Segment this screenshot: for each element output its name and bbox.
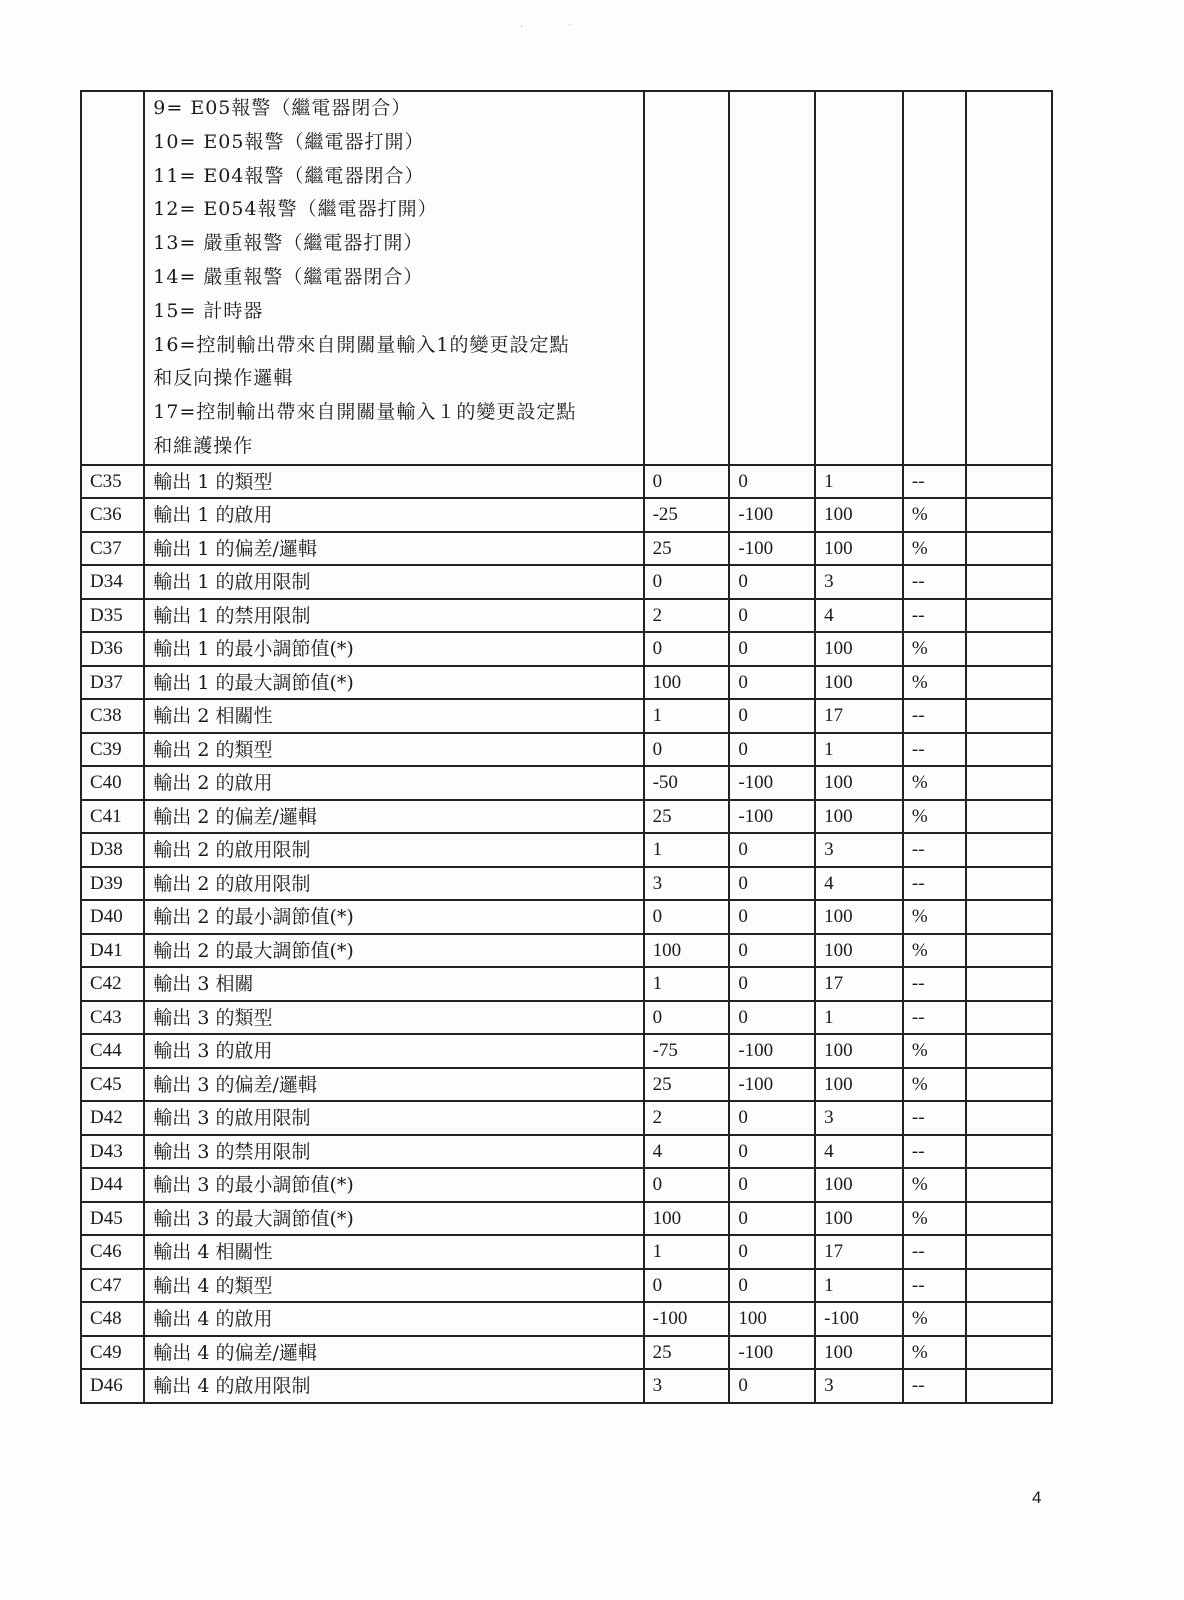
param-note-cell: [966, 1001, 1052, 1035]
param-max-cell: 100: [815, 766, 903, 800]
param-unit-cell: %: [903, 800, 966, 834]
param-note-cell: [966, 800, 1052, 834]
param-min-cell: 0: [729, 967, 815, 1001]
param-default-cell: 100: [644, 934, 730, 968]
param-max-cell: -100: [815, 1302, 903, 1336]
param-max-cell: 100: [815, 1336, 903, 1370]
param-max-cell: 3: [815, 1369, 903, 1403]
param-max-cell: 100: [815, 666, 903, 700]
param-note-cell: [966, 1269, 1052, 1303]
option-line: 12= E054報警（繼電器打開）: [153, 198, 438, 221]
param-min-cell: -100: [729, 1336, 815, 1370]
table-row: [81, 833, 1052, 867]
param-max-cell: 100: [815, 800, 903, 834]
param-note-cell: [966, 632, 1052, 666]
param-min-cell: -100: [729, 1034, 815, 1068]
param-description-cell: 輸出 3 的偏差/邏輯: [144, 1068, 643, 1102]
param-code-cell: C45: [81, 1068, 144, 1102]
param-code-cell: D42: [81, 1101, 144, 1135]
empty-cell: [815, 91, 903, 465]
param-description-cell: 輸出 3 的禁用限制: [144, 1135, 643, 1169]
param-note-cell: [966, 1034, 1052, 1068]
param-default-cell: 4: [644, 1135, 730, 1169]
param-note-cell: [966, 1369, 1052, 1403]
option-line: 16=控制輸出帶來自開關量輸入1的變更設定點: [153, 333, 570, 356]
scan-speck: ·: [520, 22, 524, 33]
param-max-cell: 17: [815, 967, 903, 1001]
param-min-cell: 0: [729, 1269, 815, 1303]
option-line: 14= 嚴重報警（繼電器閉合）: [153, 265, 424, 288]
param-default-cell: 0: [644, 1168, 730, 1202]
param-description-cell: 輸出 3 的啟用: [144, 1034, 643, 1068]
table-row: [81, 867, 1052, 901]
param-note-cell: [966, 1336, 1052, 1370]
param-description-cell: 輸出 3 的啟用限制: [144, 1101, 643, 1135]
param-description-cell: 輸出 1 的啟用限制: [144, 565, 643, 599]
param-default-cell: 0: [644, 632, 730, 666]
param-unit-cell: --: [903, 867, 966, 901]
param-code-cell: D46: [81, 1369, 144, 1403]
option-line: 15= 計時器: [153, 299, 264, 322]
param-max-cell: 3: [815, 565, 903, 599]
param-default-cell: 0: [644, 900, 730, 934]
param-description-cell: 輸出 4 的類型: [144, 1269, 643, 1303]
param-default-cell: 1: [644, 833, 730, 867]
param-note-cell: [966, 699, 1052, 733]
param-unit-cell: --: [903, 699, 966, 733]
table-row: [81, 1269, 1052, 1303]
param-min-cell: 0: [729, 666, 815, 700]
param-min-cell: 0: [729, 599, 815, 633]
param-min-cell: 100: [729, 1302, 815, 1336]
param-unit-cell: --: [903, 1135, 966, 1169]
param-description-cell: 輸出 3 的最小調節值(*): [144, 1168, 643, 1202]
param-description-cell: 輸出 2 的偏差/邏輯: [144, 800, 643, 834]
param-note-cell: [966, 967, 1052, 1001]
param-description-cell: 輸出 1 的偏差/邏輯: [144, 532, 643, 566]
param-default-cell: 0: [644, 465, 730, 499]
param-unit-cell: %: [903, 1168, 966, 1202]
param-description-cell: 輸出 1 的最大調節值(*): [144, 666, 643, 700]
param-max-cell: 4: [815, 599, 903, 633]
param-default-cell: 2: [644, 599, 730, 633]
param-code-cell: D34: [81, 565, 144, 599]
param-description-cell: 輸出 4 的啟用: [144, 1302, 643, 1336]
param-unit-cell: --: [903, 1235, 966, 1269]
param-unit-cell: --: [903, 1269, 966, 1303]
param-default-cell: 25: [644, 800, 730, 834]
param-note-cell: [966, 1302, 1052, 1336]
param-note-cell: [966, 1168, 1052, 1202]
param-min-cell: 0: [729, 565, 815, 599]
param-note-cell: [966, 532, 1052, 566]
param-min-cell: -100: [729, 532, 815, 566]
param-note-cell: [966, 733, 1052, 767]
param-max-cell: 100: [815, 1168, 903, 1202]
param-description-cell: 輸出 1 的禁用限制: [144, 599, 643, 633]
param-default-cell: 1: [644, 967, 730, 1001]
param-default-cell: 3: [644, 1369, 730, 1403]
table-row: [81, 1135, 1052, 1169]
param-unit-cell: --: [903, 1001, 966, 1035]
param-description-cell: 輸出 4 的偏差/邏輯: [144, 1336, 643, 1370]
option-line: 和反向操作邏輯: [153, 367, 294, 390]
empty-cell: [729, 91, 815, 465]
param-description-cell: 輸出 2 的啟用限制: [144, 867, 643, 901]
param-default-cell: 25: [644, 1068, 730, 1102]
param-default-cell: 0: [644, 1269, 730, 1303]
table-row: [81, 1202, 1052, 1236]
param-description-cell: 輸出 4 的啟用限制: [144, 1369, 643, 1403]
param-max-cell: 1: [815, 733, 903, 767]
empty-cell: [644, 91, 730, 465]
param-unit-cell: --: [903, 465, 966, 499]
option-line: 10= E05報警（繼電器打開）: [153, 130, 425, 153]
param-min-cell: 0: [729, 1135, 815, 1169]
param-unit-cell: --: [903, 1369, 966, 1403]
param-code-cell: D45: [81, 1202, 144, 1236]
param-code-cell: C36: [81, 498, 144, 532]
param-default-cell: 25: [644, 532, 730, 566]
param-unit-cell: --: [903, 833, 966, 867]
param-max-cell: 100: [815, 498, 903, 532]
param-unit-cell: %: [903, 1068, 966, 1102]
param-note-cell: [966, 666, 1052, 700]
table-row: [81, 532, 1052, 566]
param-max-cell: 100: [815, 1034, 903, 1068]
table-row: [81, 766, 1052, 800]
param-max-cell: 17: [815, 1235, 903, 1269]
param-note-cell: [966, 465, 1052, 499]
param-min-cell: 0: [729, 833, 815, 867]
param-description-cell: 輸出 2 的啟用限制: [144, 833, 643, 867]
param-min-cell: -100: [729, 766, 815, 800]
param-description-cell: 輸出 2 的類型: [144, 733, 643, 767]
param-unit-cell: --: [903, 599, 966, 633]
param-note-cell: [966, 934, 1052, 968]
param-description-cell: 輸出 3 的類型: [144, 1001, 643, 1035]
param-default-cell: 1: [644, 699, 730, 733]
param-unit-cell: %: [903, 1302, 966, 1336]
param-description-cell: 輸出 4 相關性: [144, 1235, 643, 1269]
param-default-cell: -75: [644, 1034, 730, 1068]
table-row: [81, 1034, 1052, 1068]
param-note-cell: [966, 1068, 1052, 1102]
param-description-cell: 輸出 2 的啟用: [144, 766, 643, 800]
param-code-cell: D37: [81, 666, 144, 700]
param-default-cell: -50: [644, 766, 730, 800]
param-code-cell: D39: [81, 867, 144, 901]
empty-cell: [903, 91, 966, 465]
param-unit-cell: %: [903, 532, 966, 566]
param-description-cell: 輸出 2 相關性: [144, 699, 643, 733]
param-note-cell: [966, 498, 1052, 532]
param-max-cell: 4: [815, 867, 903, 901]
table-row: [81, 599, 1052, 633]
param-min-cell: 0: [729, 699, 815, 733]
param-code-cell: D44: [81, 1168, 144, 1202]
param-default-cell: 100: [644, 666, 730, 700]
param-max-cell: 1: [815, 465, 903, 499]
table-row: [81, 900, 1052, 934]
options-list: [153, 92, 634, 464]
param-unit-cell: --: [903, 967, 966, 1001]
param-code-cell: C46: [81, 1235, 144, 1269]
param-default-cell: 2: [644, 1101, 730, 1135]
param-note-cell: [966, 766, 1052, 800]
param-default-cell: 100: [644, 1202, 730, 1236]
param-min-cell: 0: [729, 867, 815, 901]
option-line: 9= E05報警（繼電器閉合）: [153, 97, 412, 119]
param-description-cell: 輸出 1 的啟用: [144, 498, 643, 532]
param-max-cell: 3: [815, 833, 903, 867]
table-row: [81, 1336, 1052, 1370]
param-note-cell: [966, 1135, 1052, 1169]
param-max-cell: 100: [815, 934, 903, 968]
param-min-cell: 0: [729, 632, 815, 666]
param-unit-cell: %: [903, 498, 966, 532]
param-code-cell: C42: [81, 967, 144, 1001]
table-row: [81, 565, 1052, 599]
param-description-cell: 輸出 3 相關: [144, 967, 643, 1001]
param-max-cell: 1: [815, 1269, 903, 1303]
param-max-cell: 100: [815, 1068, 903, 1102]
param-unit-cell: %: [903, 766, 966, 800]
param-max-cell: 3: [815, 1101, 903, 1135]
param-note-cell: [966, 1202, 1052, 1236]
param-code-cell: C37: [81, 532, 144, 566]
param-min-cell: 0: [729, 465, 815, 499]
param-description-cell: 輸出 3 的最大調節值(*): [144, 1202, 643, 1236]
table-row: [81, 967, 1052, 1001]
table-row: [81, 666, 1052, 700]
page-number: 4: [1032, 1488, 1042, 1507]
param-unit-cell: --: [903, 733, 966, 767]
param-unit-cell: --: [903, 1101, 966, 1135]
table-row: [81, 1302, 1052, 1336]
parameter-table: [80, 90, 1053, 1404]
param-unit-cell: %: [903, 1336, 966, 1370]
param-max-cell: 1: [815, 1001, 903, 1035]
param-min-cell: -100: [729, 498, 815, 532]
param-code-cell: C43: [81, 1001, 144, 1035]
param-code-cell: C35: [81, 465, 144, 499]
table-row: [81, 465, 1052, 499]
param-code-cell: C41: [81, 800, 144, 834]
param-max-cell: 100: [815, 900, 903, 934]
option-line: 和維護操作: [153, 434, 254, 457]
param-min-cell: 0: [729, 900, 815, 934]
param-unit-cell: %: [903, 1034, 966, 1068]
table-row: [81, 800, 1052, 834]
options-code-cell: [81, 91, 144, 465]
param-code-cell: C40: [81, 766, 144, 800]
param-min-cell: 0: [729, 1369, 815, 1403]
param-description-cell: 輸出 2 的最大調節值(*): [144, 934, 643, 968]
param-code-cell: C38: [81, 699, 144, 733]
param-code-cell: D36: [81, 632, 144, 666]
table-row: [81, 1001, 1052, 1035]
param-code-cell: D35: [81, 599, 144, 633]
param-note-cell: [966, 599, 1052, 633]
param-code-cell: D38: [81, 833, 144, 867]
param-note-cell: [966, 565, 1052, 599]
param-unit-cell: %: [903, 1202, 966, 1236]
param-min-cell: -100: [729, 1068, 815, 1102]
param-min-cell: 0: [729, 1001, 815, 1035]
scan-speck: ·: [568, 20, 572, 31]
param-unit-cell: --: [903, 565, 966, 599]
param-description-cell: 輸出 2 的最小調節值(*): [144, 900, 643, 934]
param-max-cell: 100: [815, 632, 903, 666]
param-min-cell: 0: [729, 1101, 815, 1135]
param-min-cell: -100: [729, 800, 815, 834]
param-min-cell: 0: [729, 1235, 815, 1269]
param-code-cell: D40: [81, 900, 144, 934]
param-max-cell: 100: [815, 532, 903, 566]
param-code-cell: D41: [81, 934, 144, 968]
param-default-cell: 0: [644, 565, 730, 599]
option-line: 13= 嚴重報警（繼電器打開）: [153, 232, 424, 255]
param-default-cell: -100: [644, 1302, 730, 1336]
param-code-cell: C44: [81, 1034, 144, 1068]
table-row: [81, 1101, 1052, 1135]
param-unit-cell: %: [903, 934, 966, 968]
table-row: [81, 1068, 1052, 1102]
parameter-table-body: [81, 91, 1052, 1403]
param-default-cell: -25: [644, 498, 730, 532]
param-code-cell: D43: [81, 1135, 144, 1169]
param-note-cell: [966, 833, 1052, 867]
param-default-cell: 3: [644, 867, 730, 901]
param-max-cell: 17: [815, 699, 903, 733]
param-default-cell: 0: [644, 1001, 730, 1035]
param-note-cell: [966, 1235, 1052, 1269]
param-min-cell: 0: [729, 733, 815, 767]
param-code-cell: C49: [81, 1336, 144, 1370]
param-min-cell: 0: [729, 1168, 815, 1202]
options-list-cell: [144, 91, 643, 465]
param-code-cell: C39: [81, 733, 144, 767]
param-description-cell: 輸出 1 的類型: [144, 465, 643, 499]
table-row: [81, 632, 1052, 666]
empty-cell: [966, 91, 1052, 465]
option-line: 11= E04報警（繼電器閉合）: [153, 164, 425, 187]
param-unit-cell: %: [903, 900, 966, 934]
table-row: [81, 699, 1052, 733]
param-description-cell: 輸出 1 的最小調節值(*): [144, 632, 643, 666]
param-code-cell: C47: [81, 1269, 144, 1303]
table-row: [81, 1168, 1052, 1202]
param-min-cell: 0: [729, 934, 815, 968]
param-default-cell: 1: [644, 1235, 730, 1269]
param-max-cell: 4: [815, 1135, 903, 1169]
options-continuation-row: [81, 91, 1052, 465]
option-line: 17=控制輸出帶來自開關量輸入１的變更設定點: [153, 401, 577, 424]
param-unit-cell: %: [903, 666, 966, 700]
param-note-cell: [966, 867, 1052, 901]
table-row: [81, 498, 1052, 532]
param-code-cell: C48: [81, 1302, 144, 1336]
param-min-cell: 0: [729, 1202, 815, 1236]
param-note-cell: [966, 900, 1052, 934]
table-row: [81, 934, 1052, 968]
param-note-cell: [966, 1101, 1052, 1135]
table-row: [81, 733, 1052, 767]
param-max-cell: 100: [815, 1202, 903, 1236]
param-default-cell: 0: [644, 733, 730, 767]
table-row: [81, 1235, 1052, 1269]
table-row: [81, 1369, 1052, 1403]
param-unit-cell: %: [903, 632, 966, 666]
param-default-cell: 25: [644, 1336, 730, 1370]
